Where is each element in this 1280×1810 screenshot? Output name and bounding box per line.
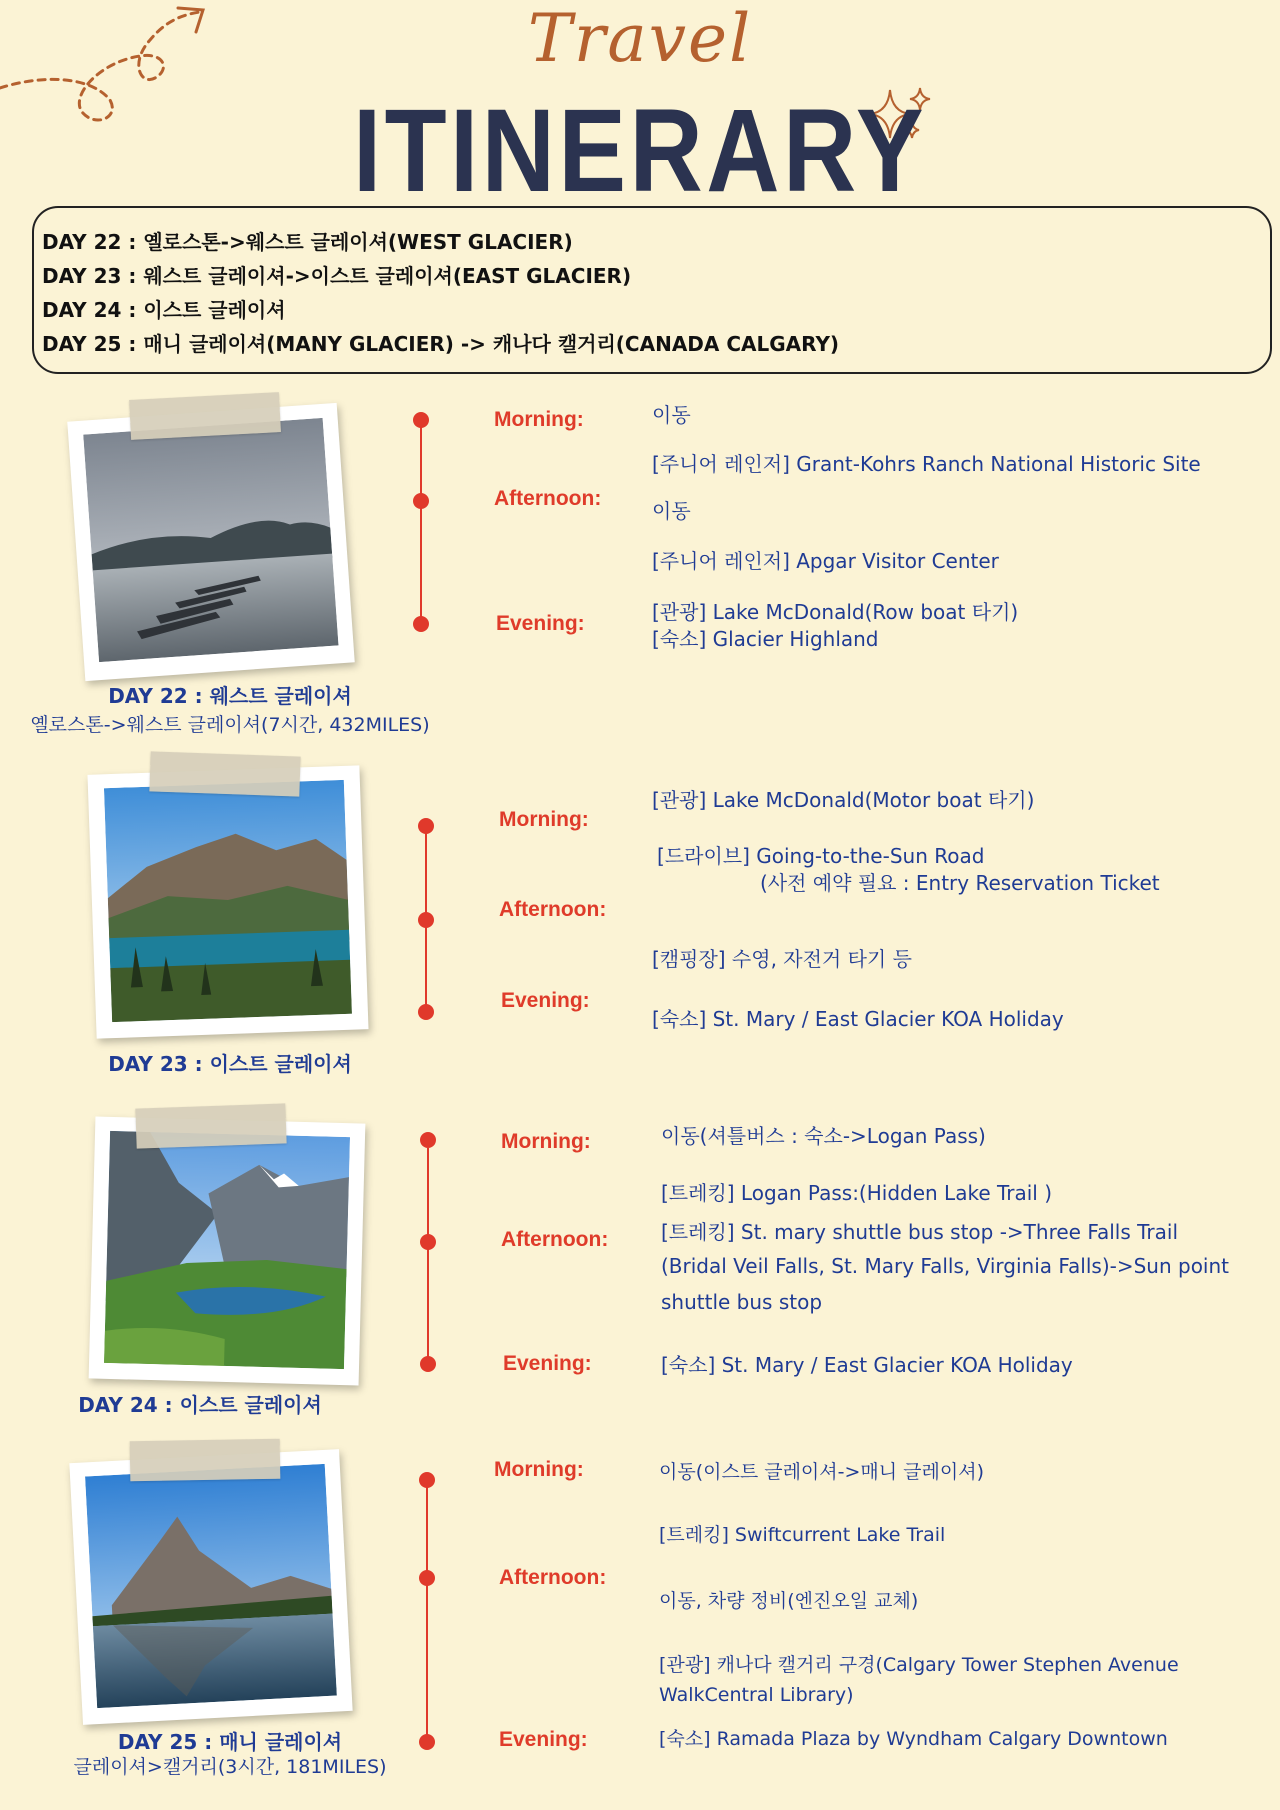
swiftcurrent-peak-photo (85, 1464, 337, 1708)
dot-morning-day23 (418, 818, 434, 834)
mountain-lake-photo (104, 780, 352, 1022)
caption-day22: DAY 22 : 웨스트 글레이셔 (108, 684, 352, 708)
label-evening-day24: Evening: (503, 1352, 592, 1375)
tape-day24 (135, 1103, 286, 1148)
item-day22-1: 이동 (652, 403, 691, 427)
item-day22-6: [숙소] Glacier Highland (652, 627, 879, 651)
caption-day24: DAY 24 : 이스트 글레이셔 (78, 1393, 322, 1417)
dot-afternoon-day24 (420, 1234, 436, 1250)
summary-day22: DAY 22 : 옐로스톤->웨스트 글레이셔(WEST GLACIER) (42, 230, 573, 254)
label-morning-day25: Morning: (494, 1458, 584, 1481)
summary-box (32, 206, 1272, 374)
tape-day22 (129, 392, 281, 440)
hidden-lake-valley-photo (104, 1131, 350, 1369)
photo-day25 (69, 1449, 352, 1725)
dot-morning-day24 (420, 1132, 436, 1148)
timeline-day25 (426, 1480, 428, 1742)
label-afternoon-day24: Afternoon: (501, 1228, 609, 1251)
title-travel: Travel (527, 0, 753, 77)
item-day25-2: [트레킹] Swiftcurrent Lake Trail (659, 1524, 946, 1546)
caption-sub-day22: 옐로스톤->웨스트 글레이셔(7시간, 432MILES) (30, 714, 430, 736)
caption-day23: DAY 23 : 이스트 글레이셔 (108, 1052, 352, 1076)
label-afternoon-day23: Afternoon: (499, 898, 607, 921)
dot-evening-day25 (419, 1734, 435, 1750)
item-day25-5: WalkCentral Library) (659, 1684, 854, 1706)
summary-day24: DAY 24 : 이스트 글레이셔 (42, 298, 286, 322)
item-day22-3: 이동 (652, 499, 691, 523)
label-morning-day24: Morning: (501, 1130, 591, 1153)
item-day23-3: (사전 예약 필요 : Entry Reservation Ticket (760, 871, 1160, 895)
item-day25-4: [관광] 캐나다 캘거리 구경(Calgary Tower Stephen Avenue (659, 1654, 1179, 1676)
item-day22-4: [주니어 레인저] Apgar Visitor Center (652, 549, 999, 573)
dot-morning-day25 (419, 1472, 435, 1488)
label-evening-day22: Evening: (496, 612, 585, 635)
timeline-day24 (427, 1148, 429, 1362)
lake-with-boats-photo (83, 418, 338, 662)
item-day24-6: [숙소] St. Mary / East Glacier KOA Holiday (661, 1353, 1073, 1377)
dot-evening-day24 (420, 1356, 436, 1372)
item-day22-2: [주니어 레인저] Grant-Kohrs Ranch National Historic Site (652, 452, 1201, 476)
item-day23-5: [숙소] St. Mary / East Glacier KOA Holiday (652, 1007, 1064, 1031)
dot-afternoon-day22 (413, 493, 429, 509)
label-afternoon-day25: Afternoon: (499, 1566, 607, 1589)
caption-sub-day25: 글레이셔>캘거리(3시간, 181MILES) (73, 1756, 387, 1778)
tape-day23 (149, 751, 300, 796)
summary-day25: DAY 25 : 매니 글레이셔(MANY GLACIER) -> 캐나다 캘거리(CANADA CALGARY) (42, 332, 840, 356)
item-day23-1: [관광] Lake McDonald(Motor boat 타기) (652, 788, 1035, 812)
label-morning-day22: Morning: (494, 408, 584, 431)
label-morning-day23: Morning: (499, 808, 589, 831)
photo-day22 (67, 403, 354, 681)
summary-day23: DAY 23 : 웨스트 글레이셔->이스트 글레이셔(EAST GLACIER) (42, 264, 632, 288)
item-day24-1: 이동(셔틀버스 : 숙소->Logan Pass) (661, 1124, 986, 1148)
item-day24-3: [트레킹] St. mary shuttle bus stop ->Three Falls Trail (661, 1220, 1179, 1244)
dot-afternoon-day23 (418, 912, 434, 928)
item-day24-4: (Bridal Veil Falls, St. Mary Falls, Virginia Falls)->Sun point (661, 1254, 1230, 1278)
item-day24-2: [트레킹] Logan Pass:(Hidden Lake Trail ) (661, 1181, 1053, 1205)
item-day24-5: shuttle bus stop (661, 1290, 823, 1314)
dot-evening-day23 (418, 1004, 434, 1020)
photo-day23 (87, 765, 368, 1038)
dot-morning-day22 (413, 412, 429, 428)
label-evening-day23: Evening: (501, 989, 590, 1012)
tape-day25 (130, 1439, 281, 1482)
item-day22-5: [관광] Lake McDonald(Row boat 타기) (652, 600, 1019, 624)
dot-evening-day22 (413, 616, 429, 632)
page-title: ITINERARY (352, 85, 928, 217)
photo-day24 (89, 1117, 366, 1386)
item-day23-2: [드라이브] Going-to-the-Sun Road (657, 844, 985, 868)
item-day25-1: 이동(이스트 글레이셔->매니 글레이셔) (659, 1461, 984, 1483)
label-evening-day25: Evening: (499, 1728, 588, 1751)
timeline-day22 (420, 420, 422, 624)
dot-afternoon-day25 (419, 1570, 435, 1586)
caption-day25: DAY 25 : 매니 글레이셔 (117, 1730, 343, 1754)
item-day23-4: [캠핑장] 수영, 자전거 타기 등 (652, 947, 912, 971)
item-day25-6: [숙소] Ramada Plaza by Wyndham Calgary Downtown (659, 1728, 1168, 1750)
item-day25-3: 이동, 차량 정비(엔진오일 교체) (659, 1590, 919, 1612)
label-afternoon-day22: Afternoon: (494, 487, 602, 510)
